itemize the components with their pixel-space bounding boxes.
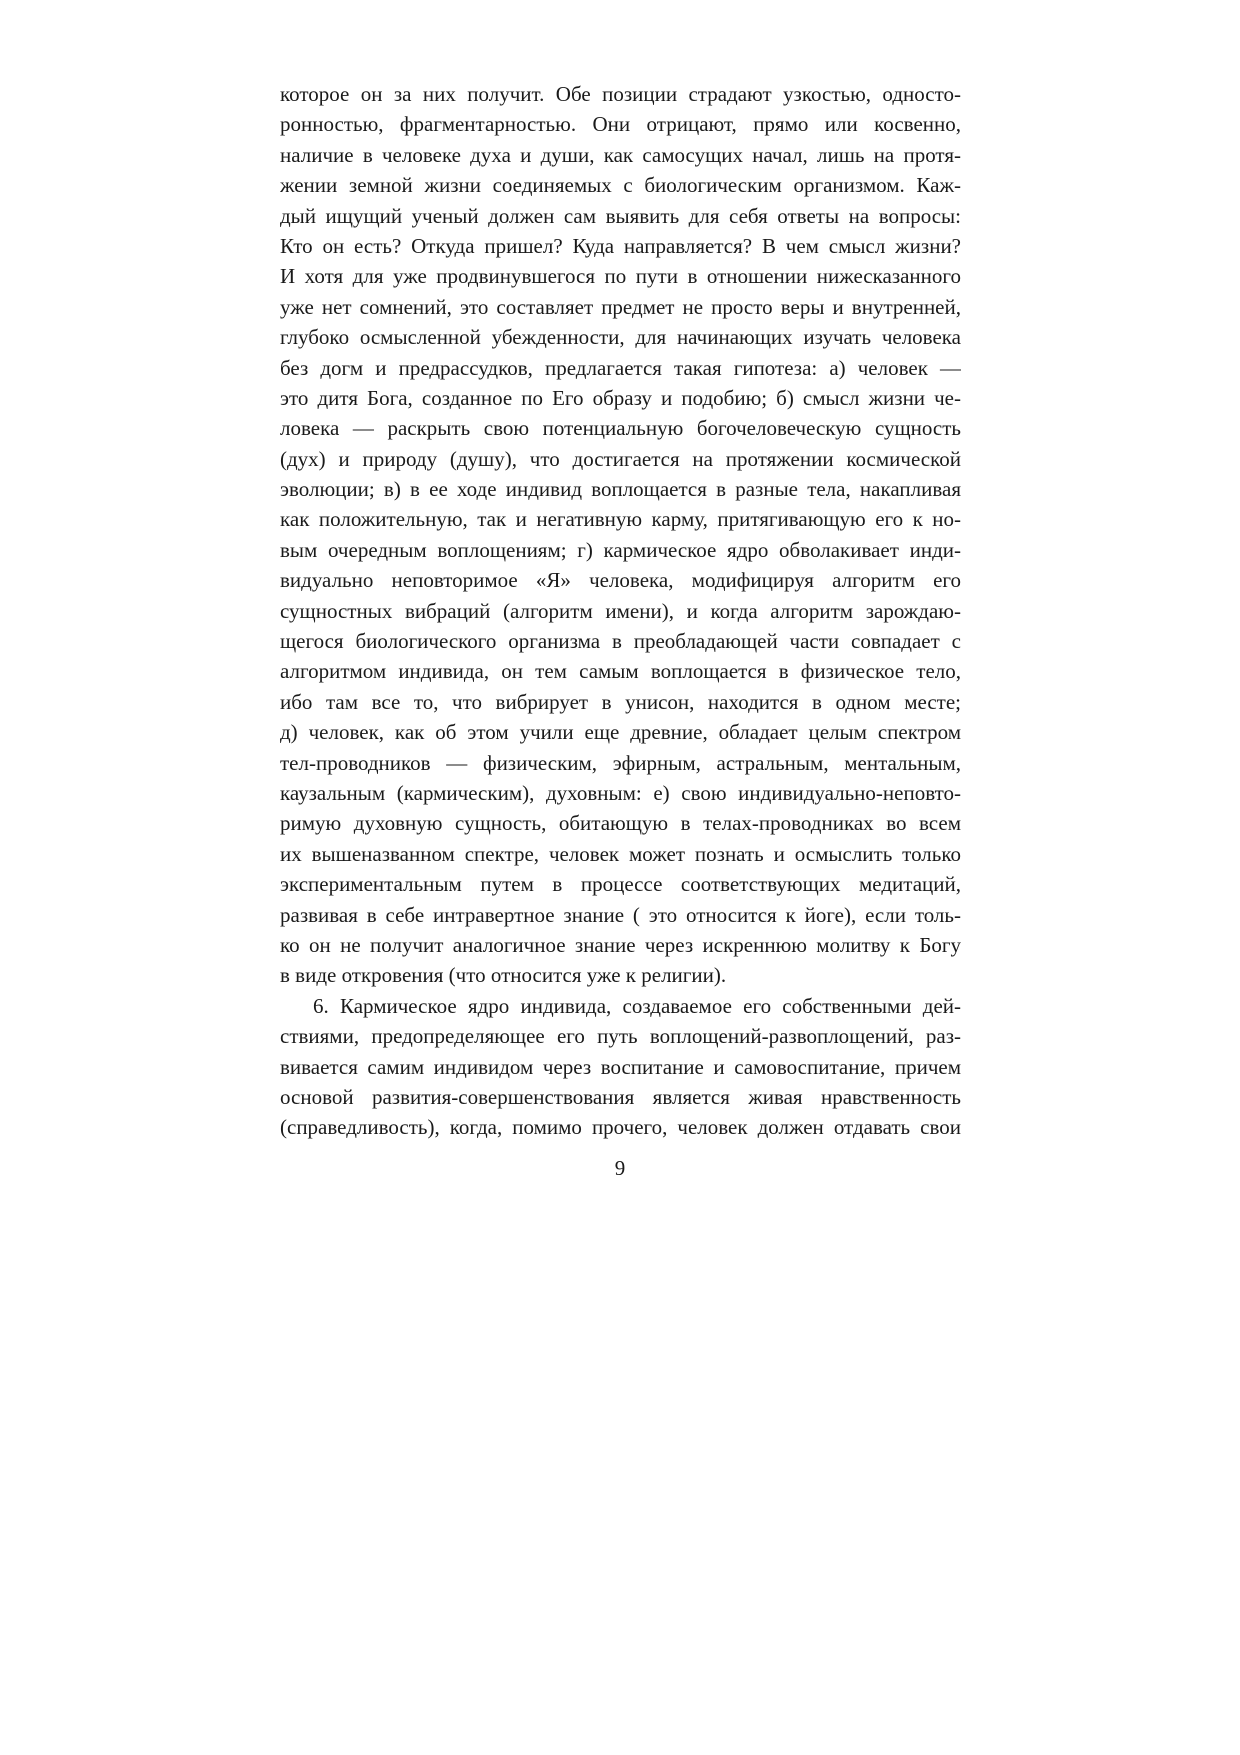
text-line: основой развития-совершенствования является живая нравственность: [280, 1084, 961, 1109]
body-text: [280, 79, 961, 1143]
text-line: которое он за них получит. Обе позиции страдают узкостью, односто-: [280, 82, 961, 106]
text-line: глубоко осмысленной убежденности, для начинающих изучать человека: [280, 325, 961, 350]
text-line: И хотя для уже продвинувшегося по пути в отношении нижесказанного: [280, 264, 961, 289]
text-line: (дух) и природу (душу), что достигается на протяжении космической: [280, 446, 961, 471]
text-line: экспериментальным путем в процессе соответствующих медитаций,: [280, 872, 961, 897]
text-line: сущностных вибраций (алгоритм имени), и когда алгоритм зарождаю-: [280, 598, 961, 623]
text-line: вивается самим индивидом через воспитание и самовоспитание, причем: [280, 1054, 961, 1079]
text-line: каузальным (кармическим), духовным: е) свою индивидуально-неповто-: [280, 780, 961, 805]
text-line: наличие в человеке духа и души, как самосущих начал, лишь на протя-: [280, 142, 961, 167]
text-line: Кто он есть? Откуда пришел? Куда направляется? В чем смысл жизни?: [280, 233, 961, 258]
text-line: развивая в себе интравертное знание ( это относится к йоге), если толь-: [280, 902, 961, 927]
text-line: ствиями, предопределяющее его путь воплощений-развоплощений, раз-: [280, 1024, 961, 1049]
paragraph-1: [280, 79, 961, 991]
text-line: как положительную, так и негативную карму, притягивающую его к но-: [280, 507, 961, 532]
text-line: в виде откровения (что относится уже к религии).: [280, 963, 727, 988]
text-line: римую духовную сущность, обитающую в телах-проводниках во всем: [280, 811, 961, 836]
text-line: ронностью, фрагментарностью. Они отрицают, прямо или косвенно,: [280, 112, 961, 137]
text-line: тел-проводников — физическим, эфирным, астральным, ментальным,: [280, 750, 961, 775]
text-line: видуально неповторимое «Я» человека, модифицируя алгоритм его: [280, 568, 961, 593]
text-line: щегося биологического организма в преобладающей части совпадает с: [280, 629, 961, 654]
text-line: эволюции; в) в ее ходе индивид воплощается в разные тела, накапливая: [280, 477, 961, 502]
text-line: ловека — раскрыть свою потенциальную богочеловеческую сущность: [280, 416, 961, 441]
text-line: дый ищущий ученый должен сам выявить для себя ответы на вопросы:: [280, 203, 961, 228]
text-line: без догм и предрассудков, предлагается такая гипотеза: а) человек —: [280, 355, 961, 380]
text-line: их вышеназванном спектре, человек может познать и осмыслить только: [280, 841, 961, 866]
text-line: 6. Кармическое ядро индивида, создаваемое его собственными дей-: [313, 993, 961, 1018]
text-line: алгоритмом индивида, он тем самым воплощается в физическое тело,: [280, 659, 961, 684]
text-line: д) человек, как об этом учили еще древние, обладает целым спектром: [280, 720, 961, 745]
text-line: уже нет сомнений, это составляет предмет не просто веры и внутренней,: [280, 294, 961, 319]
text-line: ибо там все то, что вибрирует в унисон, находится в одном месте;: [280, 689, 961, 714]
page-number: 9: [614, 1156, 626, 1180]
text-line: ко он не получит аналогичное знание через искреннюю молитву к Богу: [280, 932, 961, 957]
text-line: жении земной жизни соединяемых с биологическим организмом. Каж-: [280, 173, 961, 198]
text-line: вым очередным воплощениям; г) кармическое ядро обволакивает инди-: [280, 537, 961, 562]
text-line: (справедливость), когда, помимо прочего, человек должен отдавать свои: [280, 1115, 961, 1140]
text-line: это дитя Бога, созданное по Его образу и подобию; б) смысл жизни че-: [280, 385, 961, 410]
paragraph-2: [280, 991, 961, 1143]
